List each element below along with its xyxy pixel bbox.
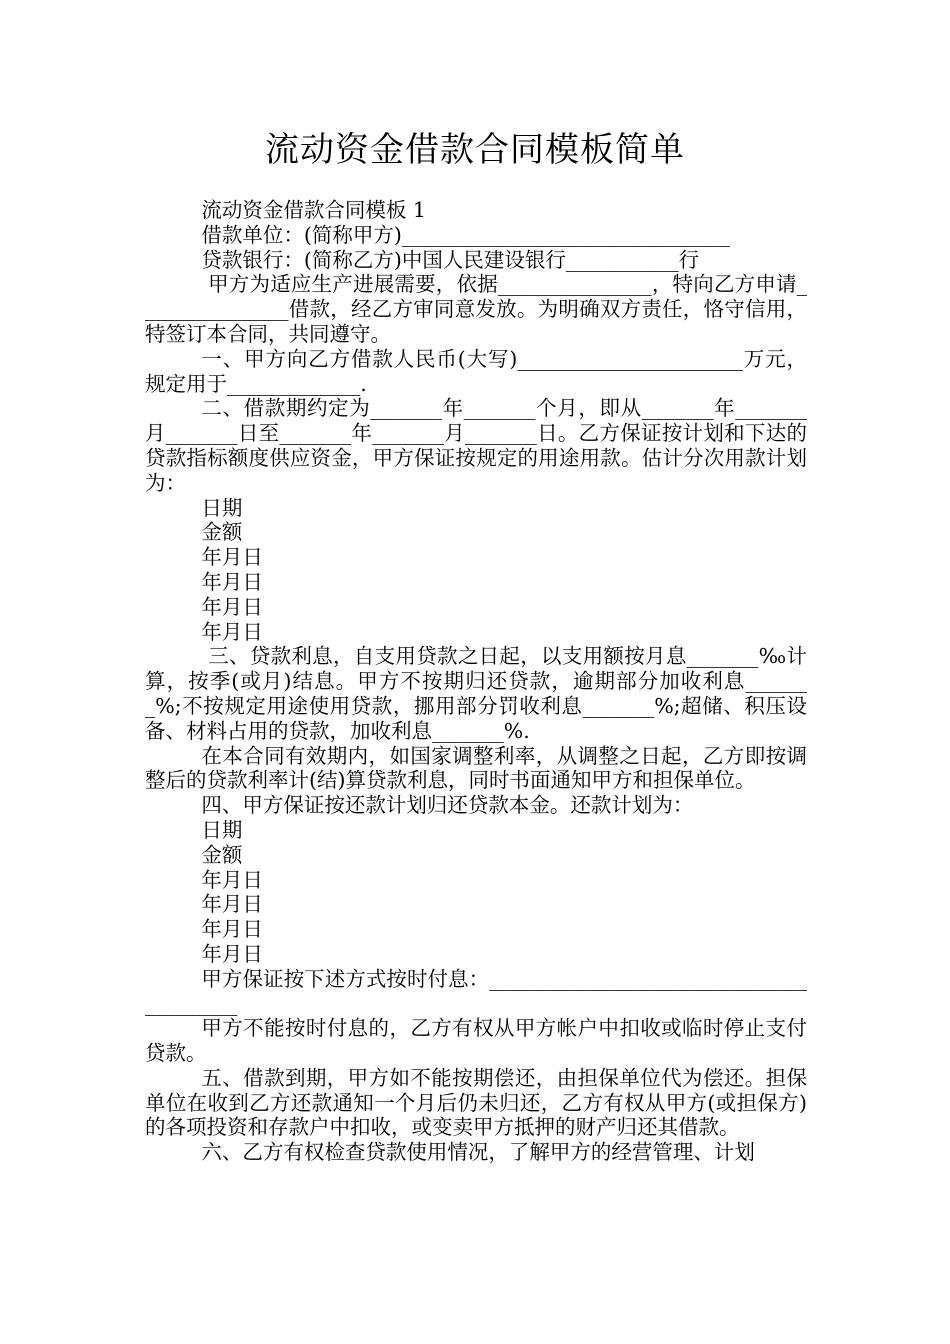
- document-body: [145, 198, 807, 1165]
- paragraph: 六、乙方有权检查贷款使用情况，了解甲方的经营管理、计划: [201, 1140, 755, 1165]
- paragraph: 甲方不能按时付息的，乙方有权从甲方帐户中扣收或临时停止支付贷款。: [145, 1016, 807, 1066]
- paragraph: 二、借款期约定为_______年_______个月，即从_______年_______月_______日至_______年_______月_______日。乙方保证按计划和下达的贷款指标额度供应资金，甲方保证按规定的用途用款。估计分次用款计划为：: [145, 396, 807, 495]
- plan-item: 金额: [201, 842, 243, 867]
- paragraph: 流动资金借款合同模板 1: [201, 198, 426, 222]
- plan-item: 年月日: [201, 941, 263, 966]
- paragraph: 五、借款到期，甲方如不能按期偿还，由担保单位代为偿还。担保单位在收到乙方还款通知一个月后仍未归还，乙方有权从甲方(或担保方)的各项投资和存款户中扣收，或变卖甲方抵押的财产归还其借款。: [145, 1065, 807, 1140]
- plan-item: 年月日: [201, 867, 263, 892]
- paragraph: 在本合同有效期内，如国家调整利率，从调整之日起，乙方即按调整后的贷款利率计(结)算贷款利息，同时书面通知甲方和担保单位。: [145, 743, 807, 793]
- plan-item: 年月日: [201, 545, 263, 570]
- paragraph: 一、甲方向乙方借款人民币(大写)______________________万元，规定用于_____________.: [145, 346, 807, 396]
- paragraph: 贷款银行：(简称乙方)中国人民建设银行___________行: [201, 247, 700, 272]
- plan-item: 年月日: [201, 892, 263, 917]
- paragraph: 四、甲方保证按还款计划归还贷款本金。还款计划为：: [201, 793, 694, 818]
- plan-item: 年月日: [201, 917, 263, 942]
- plan-item: 年月日: [201, 569, 263, 594]
- plan-item: 年月日: [201, 619, 263, 644]
- paragraph: 甲方保证按下述方式按时付息：________________________________________: [145, 966, 807, 1016]
- plan-item: 日期: [201, 817, 243, 842]
- document-title: 流动资金借款合同模板简单: [265, 130, 685, 170]
- paragraph: 借款单位：(简称甲方)________________________________: [201, 222, 730, 247]
- paragraph: 三、贷款利息，自支用贷款之日起，以支用额按月息_______‰计算，按季(或月)结息。甲方不按期归还贷款，逾期部分加收利息_______%;不按规定用途使用贷款，挪用部分罚收利息_______%;超储、积压设备、材料占用的贷款，加收利息_______%.: [145, 644, 807, 743]
- plan-item: 金额: [201, 520, 243, 545]
- plan-item: 年月日: [201, 594, 263, 619]
- paragraph: 甲方为适应生产进展需要，依据_______________，特向乙方申请_______________借款，经乙方审同意发放。为明确双方责任，恪守信用，特签订本合同，共同遵守。: [145, 272, 807, 346]
- plan-item: 日期: [201, 495, 243, 520]
